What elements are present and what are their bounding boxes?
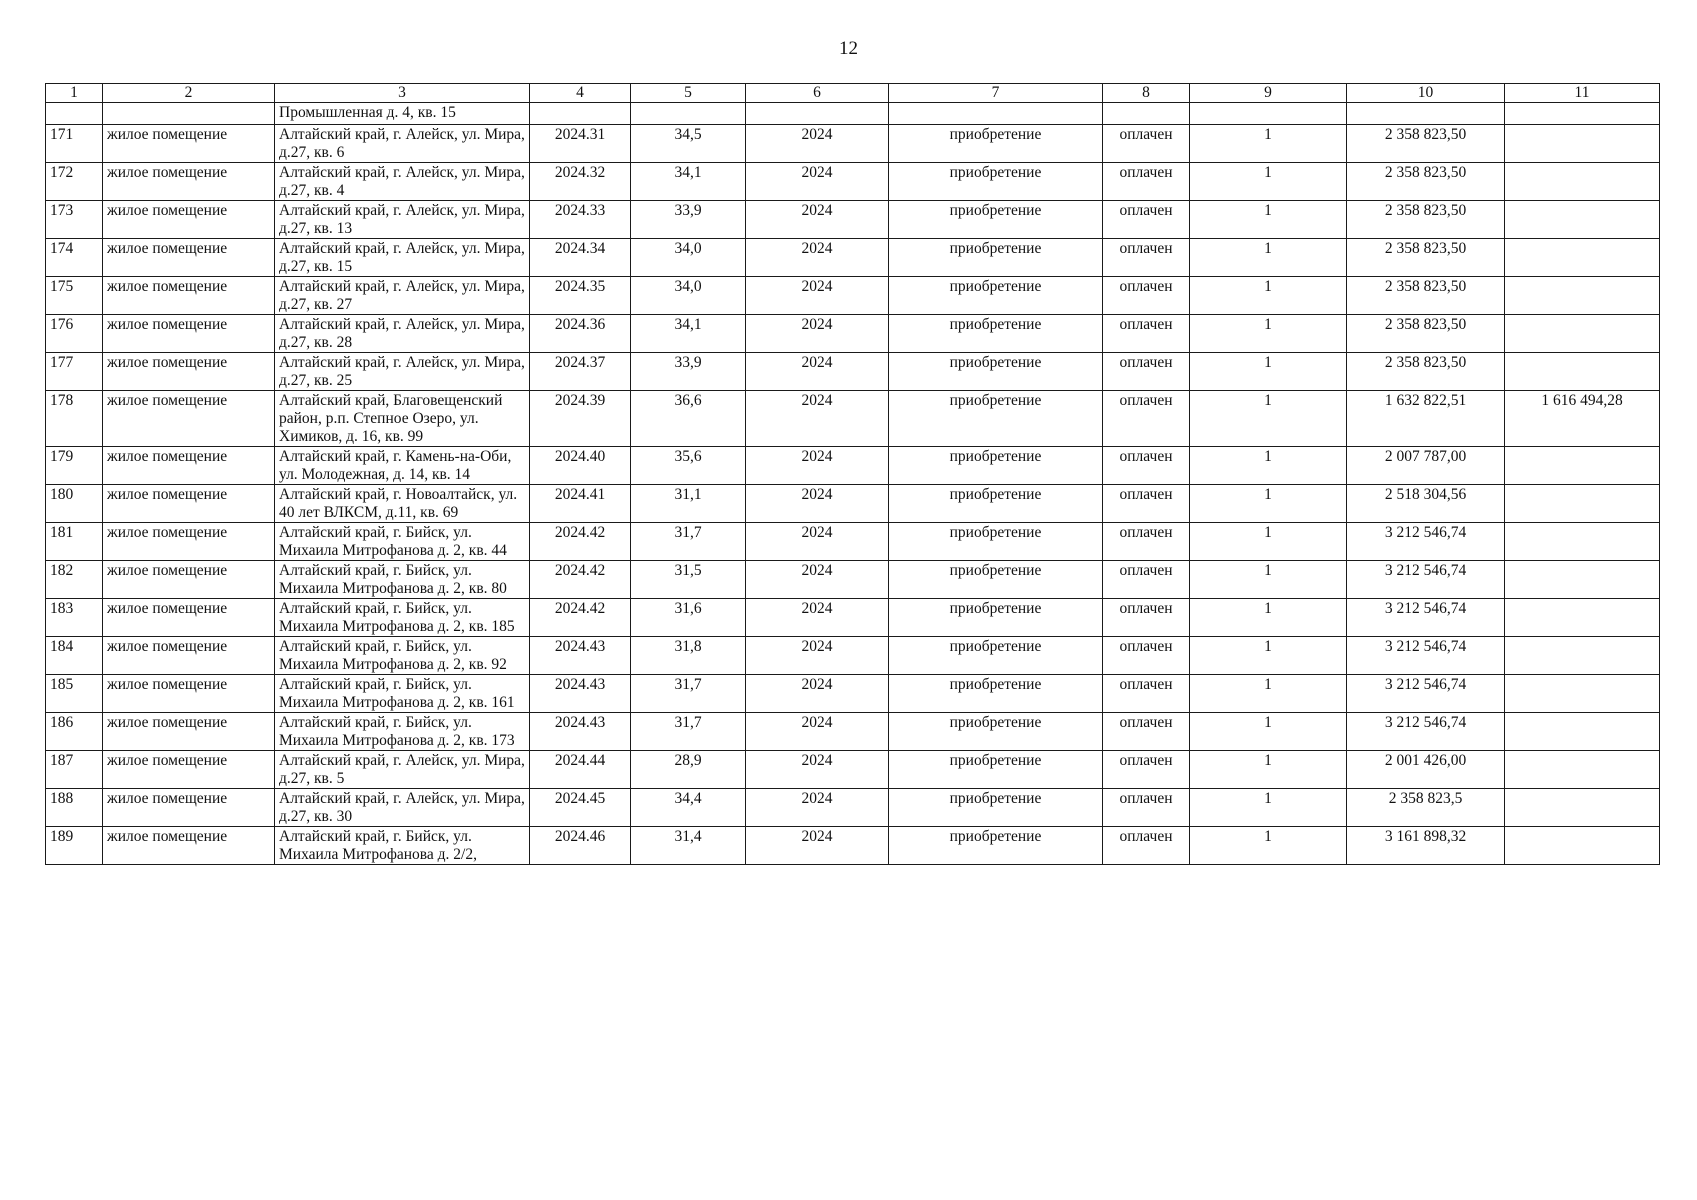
quantity-cell: 1 [1190, 277, 1347, 315]
additional-amount-cell [1505, 789, 1660, 827]
payment-status-cell: оплачен [1103, 353, 1190, 391]
registry-code-cell: 2024.34 [530, 239, 631, 277]
year-cell: 2024 [746, 277, 889, 315]
row-number-cell: 187 [46, 751, 103, 789]
table-row [46, 485, 1660, 523]
year-cell: 2024 [746, 447, 889, 485]
registry-code-cell: 2024.46 [530, 827, 631, 865]
amount-cell: 2 358 823,50 [1347, 125, 1505, 163]
acquisition-method-cell: приобретение [889, 561, 1103, 599]
year-cell: 2024 [746, 675, 889, 713]
column-header: 9 [1190, 84, 1347, 103]
quantity-cell: 1 [1190, 315, 1347, 353]
registry-code-cell: 2024.36 [530, 315, 631, 353]
table-row [46, 599, 1660, 637]
payment-status-cell: оплачен [1103, 561, 1190, 599]
row-number-cell: 171 [46, 125, 103, 163]
cell-empty [746, 103, 889, 125]
area-cell: 31,4 [631, 827, 746, 865]
table-row [46, 561, 1660, 599]
column-header: 8 [1103, 84, 1190, 103]
amount-cell: 3 212 546,74 [1347, 713, 1505, 751]
quantity-cell: 1 [1190, 447, 1347, 485]
table-row [46, 447, 1660, 485]
year-cell: 2024 [746, 239, 889, 277]
amount-cell: 2 358 823,50 [1347, 239, 1505, 277]
row-number-cell: 179 [46, 447, 103, 485]
table-row [46, 353, 1660, 391]
column-header: 6 [746, 84, 889, 103]
area-cell: 31,8 [631, 637, 746, 675]
payment-status-cell: оплачен [1103, 827, 1190, 865]
table-row [46, 637, 1660, 675]
payment-status-cell: оплачен [1103, 277, 1190, 315]
acquisition-method-cell: приобретение [889, 163, 1103, 201]
year-cell: 2024 [746, 637, 889, 675]
amount-cell: 2 358 823,50 [1347, 353, 1505, 391]
quantity-cell: 1 [1190, 789, 1347, 827]
property-type-cell: жилое помещение [103, 523, 275, 561]
address-cell: Алтайский край, г. Алейск, ул. Мира, д.27, кв. 6 [275, 125, 530, 163]
address-cell: Алтайский край, Благовещенский район, р.п. Степное Озеро, ул. Химиков, д. 16, кв. 99 [275, 391, 530, 447]
acquisition-method-cell: приобретение [889, 315, 1103, 353]
payment-status-cell: оплачен [1103, 125, 1190, 163]
registry-code-cell: 2024.39 [530, 391, 631, 447]
column-header: 5 [631, 84, 746, 103]
registry-code-cell: 2024.42 [530, 599, 631, 637]
quantity-cell: 1 [1190, 163, 1347, 201]
amount-cell: 3 212 546,74 [1347, 599, 1505, 637]
amount-cell: 3 212 546,74 [1347, 523, 1505, 561]
payment-status-cell: оплачен [1103, 751, 1190, 789]
address-cell: Алтайский край, г. Алейск, ул. Мира, д.27, кв. 28 [275, 315, 530, 353]
registry-code-cell: 2024.44 [530, 751, 631, 789]
registry-code-cell: 2024.43 [530, 637, 631, 675]
quantity-cell: 1 [1190, 125, 1347, 163]
column-header: 4 [530, 84, 631, 103]
table-body [46, 103, 1660, 865]
quantity-cell: 1 [1190, 599, 1347, 637]
additional-amount-cell [1505, 277, 1660, 315]
acquisition-method-cell: приобретение [889, 599, 1103, 637]
year-cell: 2024 [746, 561, 889, 599]
acquisition-method-cell: приобретение [889, 125, 1103, 163]
year-cell: 2024 [746, 391, 889, 447]
table-row [46, 277, 1660, 315]
row-number-cell: 183 [46, 599, 103, 637]
year-cell: 2024 [746, 353, 889, 391]
area-cell: 34,5 [631, 125, 746, 163]
additional-amount-cell [1505, 827, 1660, 865]
additional-amount-cell [1505, 675, 1660, 713]
payment-status-cell: оплачен [1103, 163, 1190, 201]
acquisition-method-cell: приобретение [889, 637, 1103, 675]
payment-status-cell: оплачен [1103, 239, 1190, 277]
cell-empty [1103, 103, 1190, 125]
address-cell: Алтайский край, г. Бийск, ул. Михаила Митрофанова д. 2, кв. 173 [275, 713, 530, 751]
area-cell: 31,7 [631, 523, 746, 561]
amount-cell: 1 632 822,51 [1347, 391, 1505, 447]
row-number-cell: 174 [46, 239, 103, 277]
additional-amount-cell [1505, 163, 1660, 201]
year-cell: 2024 [746, 713, 889, 751]
amount-cell: 2 007 787,00 [1347, 447, 1505, 485]
acquisition-method-cell: приобретение [889, 827, 1103, 865]
additional-amount-cell [1505, 201, 1660, 239]
area-cell: 31,5 [631, 561, 746, 599]
row-number-cell: 173 [46, 201, 103, 239]
quantity-cell: 1 [1190, 561, 1347, 599]
address-cell: Алтайский край, г. Алейск, ул. Мира, д.27, кв. 5 [275, 751, 530, 789]
table-row [46, 125, 1660, 163]
cell-empty [1190, 103, 1347, 125]
year-cell: 2024 [746, 599, 889, 637]
address-cell: Алтайский край, г. Бийск, ул. Михаила Митрофанова д. 2, кв. 185 [275, 599, 530, 637]
property-type-cell: жилое помещение [103, 561, 275, 599]
acquisition-method-cell: приобретение [889, 675, 1103, 713]
registry-code-cell: 2024.43 [530, 675, 631, 713]
row-number-cell: 172 [46, 163, 103, 201]
column-header: 2 [103, 84, 275, 103]
amount-cell: 2 001 426,00 [1347, 751, 1505, 789]
payment-status-cell: оплачен [1103, 523, 1190, 561]
table-row [46, 523, 1660, 561]
property-type-cell: жилое помещение [103, 163, 275, 201]
property-type-cell: жилое помещение [103, 675, 275, 713]
address-cell: Алтайский край, г. Алейск, ул. Мира, д.27, кв. 4 [275, 163, 530, 201]
area-cell: 31,6 [631, 599, 746, 637]
row-number-cell: 186 [46, 713, 103, 751]
table-row [46, 827, 1660, 865]
quantity-cell: 1 [1190, 827, 1347, 865]
amount-cell: 2 358 823,50 [1347, 315, 1505, 353]
row-number-cell: 185 [46, 675, 103, 713]
acquisition-method-cell: приобретение [889, 277, 1103, 315]
quantity-cell: 1 [1190, 485, 1347, 523]
row-number-cell: 178 [46, 391, 103, 447]
column-header: 10 [1347, 84, 1505, 103]
additional-amount-cell [1505, 561, 1660, 599]
row-number-cell: 177 [46, 353, 103, 391]
payment-status-cell: оплачен [1103, 675, 1190, 713]
area-cell: 34,0 [631, 277, 746, 315]
page-number: 12 [839, 38, 858, 59]
additional-amount-cell [1505, 751, 1660, 789]
acquisition-method-cell: приобретение [889, 485, 1103, 523]
row-number-cell: 182 [46, 561, 103, 599]
amount-cell: 2 518 304,56 [1347, 485, 1505, 523]
area-cell: 36,6 [631, 391, 746, 447]
year-cell: 2024 [746, 125, 889, 163]
column-number-row [46, 84, 1660, 103]
registry-code-cell: 2024.37 [530, 353, 631, 391]
payment-status-cell: оплачен [1103, 713, 1190, 751]
payment-status-cell: оплачен [1103, 637, 1190, 675]
registry-code-cell: 2024.42 [530, 523, 631, 561]
registry-code-cell: 2024.31 [530, 125, 631, 163]
cell-empty [1505, 103, 1660, 125]
address-cell: Алтайский край, г. Алейск, ул. Мира, д.27, кв. 30 [275, 789, 530, 827]
payment-status-cell: оплачен [1103, 599, 1190, 637]
payment-status-cell: оплачен [1103, 315, 1190, 353]
acquisition-method-cell: приобретение [889, 523, 1103, 561]
additional-amount-cell [1505, 315, 1660, 353]
table-row [46, 315, 1660, 353]
cell-empty [46, 103, 103, 125]
year-cell: 2024 [746, 523, 889, 561]
cell-empty [1347, 103, 1505, 125]
quantity-cell: 1 [1190, 637, 1347, 675]
area-cell: 31,1 [631, 485, 746, 523]
quantity-cell: 1 [1190, 713, 1347, 751]
row-number-cell: 189 [46, 827, 103, 865]
year-cell: 2024 [746, 201, 889, 239]
area-cell: 34,1 [631, 315, 746, 353]
amount-cell: 3 212 546,74 [1347, 637, 1505, 675]
property-type-cell: жилое помещение [103, 125, 275, 163]
acquisition-method-cell: приобретение [889, 789, 1103, 827]
registry-code-cell: 2024.45 [530, 789, 631, 827]
row-number-cell: 180 [46, 485, 103, 523]
additional-amount-cell [1505, 599, 1660, 637]
area-cell: 34,4 [631, 789, 746, 827]
address-cell: Алтайский край, г. Новоалтайск, ул. 40 лет ВЛКСМ, д.11, кв. 69 [275, 485, 530, 523]
table-row [46, 391, 1660, 447]
area-cell: 35,6 [631, 447, 746, 485]
additional-amount-cell [1505, 637, 1660, 675]
acquisition-method-cell: приобретение [889, 391, 1103, 447]
year-cell: 2024 [746, 751, 889, 789]
additional-amount-cell [1505, 239, 1660, 277]
area-cell: 31,7 [631, 675, 746, 713]
property-type-cell: жилое помещение [103, 789, 275, 827]
additional-amount-cell [1505, 125, 1660, 163]
address-cell: Алтайский край, г. Бийск, ул. Михаила Митрофанова д. 2, кв. 92 [275, 637, 530, 675]
acquisition-method-cell: приобретение [889, 751, 1103, 789]
property-type-cell: жилое помещение [103, 353, 275, 391]
additional-amount-cell [1505, 713, 1660, 751]
property-type-cell: жилое помещение [103, 751, 275, 789]
address-cell: Алтайский край, г. Бийск, ул. Михаила Митрофанова д. 2, кв. 44 [275, 523, 530, 561]
property-type-cell: жилое помещение [103, 447, 275, 485]
cell-empty [103, 103, 275, 125]
table-header [46, 84, 1660, 103]
acquisition-method-cell: приобретение [889, 239, 1103, 277]
additional-amount-cell: 1 616 494,28 [1505, 391, 1660, 447]
year-cell: 2024 [746, 315, 889, 353]
additional-amount-cell [1505, 447, 1660, 485]
registry-code-cell: 2024.42 [530, 561, 631, 599]
cell-empty [631, 103, 746, 125]
area-cell: 31,7 [631, 713, 746, 751]
continuation-row [46, 103, 1660, 125]
row-number-cell: 176 [46, 315, 103, 353]
row-number-cell: 188 [46, 789, 103, 827]
year-cell: 2024 [746, 827, 889, 865]
property-type-cell: жилое помещение [103, 485, 275, 523]
address-cell: Алтайский край, г. Алейск, ул. Мира, д.27, кв. 15 [275, 239, 530, 277]
year-cell: 2024 [746, 789, 889, 827]
property-type-cell: жилое помещение [103, 239, 275, 277]
property-type-cell: жилое помещение [103, 599, 275, 637]
cell-empty [530, 103, 631, 125]
area-cell: 34,1 [631, 163, 746, 201]
property-type-cell: жилое помещение [103, 391, 275, 447]
property-type-cell: жилое помещение [103, 201, 275, 239]
cell-empty [889, 103, 1103, 125]
table-row [46, 675, 1660, 713]
table-row [46, 201, 1660, 239]
address-cell: Алтайский край, г. Алейск, ул. Мира, д.27, кв. 27 [275, 277, 530, 315]
area-cell: 28,9 [631, 751, 746, 789]
payment-status-cell: оплачен [1103, 201, 1190, 239]
quantity-cell: 1 [1190, 353, 1347, 391]
address-cell: Алтайский край, г. Алейск, ул. Мира, д.27, кв. 13 [275, 201, 530, 239]
payment-status-cell: оплачен [1103, 485, 1190, 523]
year-cell: 2024 [746, 485, 889, 523]
table-row [46, 239, 1660, 277]
amount-cell: 2 358 823,50 [1347, 277, 1505, 315]
area-cell: 33,9 [631, 353, 746, 391]
address-cell: Алтайский край, г. Бийск, ул. Михаила Митрофанова д. 2, кв. 80 [275, 561, 530, 599]
additional-amount-cell [1505, 353, 1660, 391]
column-header: 3 [275, 84, 530, 103]
amount-cell: 2 358 823,5 [1347, 789, 1505, 827]
acquisition-method-cell: приобретение [889, 447, 1103, 485]
property-type-cell: жилое помещение [103, 713, 275, 751]
registry-code-cell: 2024.43 [530, 713, 631, 751]
amount-cell: 2 358 823,50 [1347, 163, 1505, 201]
quantity-cell: 1 [1190, 239, 1347, 277]
area-cell: 33,9 [631, 201, 746, 239]
payment-status-cell: оплачен [1103, 391, 1190, 447]
column-header: 1 [46, 84, 103, 103]
quantity-cell: 1 [1190, 751, 1347, 789]
payment-status-cell: оплачен [1103, 789, 1190, 827]
amount-cell: 3 161 898,32 [1347, 827, 1505, 865]
acquisition-method-cell: приобретение [889, 353, 1103, 391]
row-number-cell: 175 [46, 277, 103, 315]
payment-status-cell: оплачен [1103, 447, 1190, 485]
column-header: 11 [1505, 84, 1660, 103]
address-cell: Алтайский край, г. Бийск, ул. Михаила Митрофанова д. 2, кв. 161 [275, 675, 530, 713]
year-cell: 2024 [746, 163, 889, 201]
property-type-cell: жилое помещение [103, 827, 275, 865]
property-type-cell: жилое помещение [103, 277, 275, 315]
address-cell: Алтайский край, г. Камень-на-Оби, ул. Молодежная, д. 14, кв. 14 [275, 447, 530, 485]
address-cell: Алтайский край, г. Алейск, ул. Мира, д.27, кв. 25 [275, 353, 530, 391]
property-type-cell: жилое помещение [103, 315, 275, 353]
registry-code-cell: 2024.40 [530, 447, 631, 485]
table-row [46, 713, 1660, 751]
amount-cell: 3 212 546,74 [1347, 561, 1505, 599]
table-row [46, 751, 1660, 789]
quantity-cell: 1 [1190, 201, 1347, 239]
property-type-cell: жилое помещение [103, 637, 275, 675]
registry-code-cell: 2024.35 [530, 277, 631, 315]
quantity-cell: 1 [1190, 523, 1347, 561]
row-number-cell: 181 [46, 523, 103, 561]
amount-cell: 3 212 546,74 [1347, 675, 1505, 713]
continuation-address: Промышленная д. 4, кв. 15 [275, 103, 530, 125]
registry-code-cell: 2024.32 [530, 163, 631, 201]
table-row [46, 163, 1660, 201]
property-registry-table [45, 83, 1660, 865]
quantity-cell: 1 [1190, 675, 1347, 713]
table-row [46, 789, 1660, 827]
registry-code-cell: 2024.33 [530, 201, 631, 239]
acquisition-method-cell: приобретение [889, 201, 1103, 239]
additional-amount-cell [1505, 523, 1660, 561]
address-cell: Алтайский край, г. Бийск, ул. Михаила Митрофанова д. 2/2, [275, 827, 530, 865]
acquisition-method-cell: приобретение [889, 713, 1103, 751]
quantity-cell: 1 [1190, 391, 1347, 447]
amount-cell: 2 358 823,50 [1347, 201, 1505, 239]
column-header: 7 [889, 84, 1103, 103]
registry-code-cell: 2024.41 [530, 485, 631, 523]
additional-amount-cell [1505, 485, 1660, 523]
area-cell: 34,0 [631, 239, 746, 277]
row-number-cell: 184 [46, 637, 103, 675]
